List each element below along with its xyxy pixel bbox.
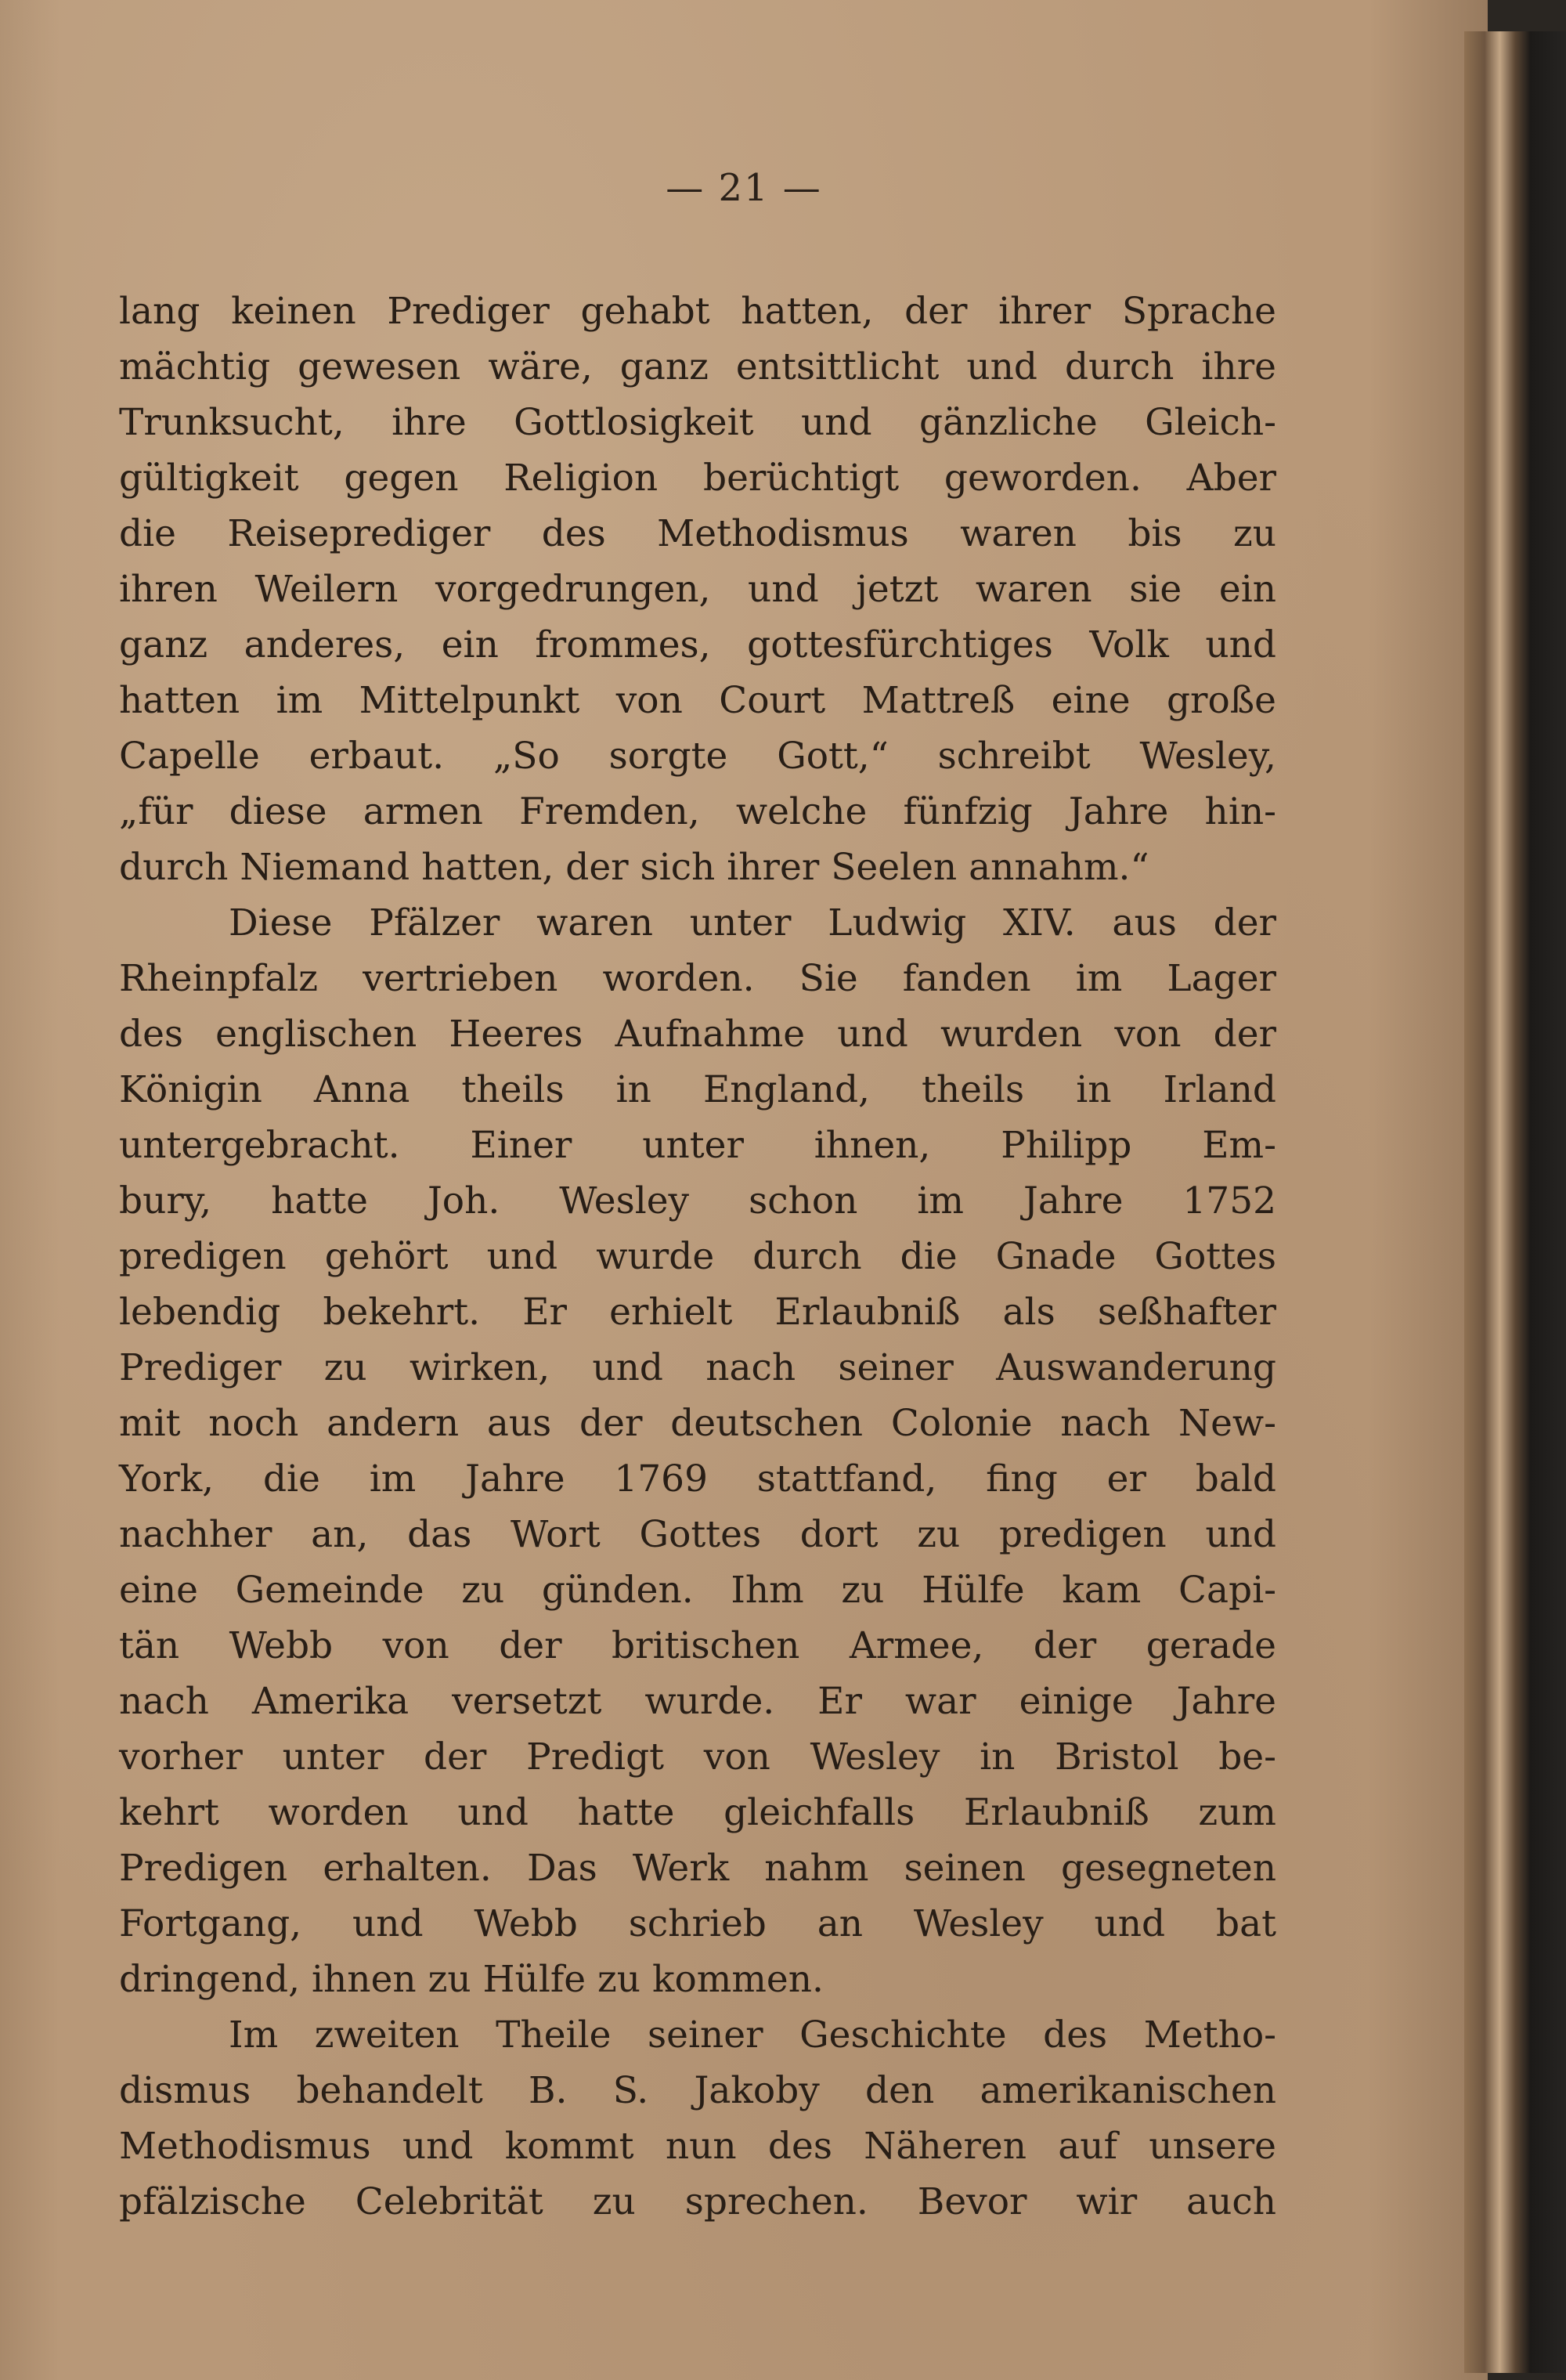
text-line: kehrt worden und hatte gleichfalls Erlaubniß zum [119, 1791, 1276, 1834]
text-line: York, die im Jahre 1769 stattfand, fing er bald [119, 1457, 1276, 1501]
book-page-edge [1464, 31, 1566, 2373]
text-line: lebendig bekehrt. Er erhielt Erlaubniß als seßhafter [119, 1291, 1276, 1334]
text-line: Fortgang, und Webb schrieb an Wesley und bat [119, 1902, 1276, 1945]
text-line: lang keinen Prediger gehabt hatten, der ihrer Sprache [119, 290, 1276, 333]
text-line: Predigen erhalten. Das Werk nahm seinen gesegneten [119, 1847, 1276, 1890]
text-line: untergebracht. Einer unter ihnen, Philipp Em- [119, 1124, 1276, 1167]
text-line: Rheinpfalz vertrieben worden. Sie fanden im Lager [119, 957, 1276, 1000]
text-line: tän Webb von der britischen Armee, der gerade [119, 1624, 1276, 1667]
text-line: vorher unter der Predigt von Wesley in Bristol be- [119, 1735, 1276, 1779]
text-line: eine Gemeinde zu günden. Ihm zu Hülfe kam Capi- [119, 1569, 1276, 1612]
text-line: des englischen Heeres Aufnahme und wurden von der [119, 1013, 1276, 1056]
text-line: predigen gehört und wurde durch die Gnade Gottes [119, 1235, 1276, 1278]
text-line: pfälzische Celebrität zu sprechen. Bevor wir auch [119, 2180, 1276, 2223]
text-line: Capelle erbaut. „So sorgte Gott,“ schreibt Wesley, [119, 735, 1276, 778]
text-line: nach Amerika versetzt wurde. Er war einige Jahre [119, 1680, 1276, 1723]
body-text [119, 284, 1276, 2230]
text-line: hatten im Mittelpunkt von Court Mattreß eine große [119, 679, 1276, 722]
text-line: dismus behandelt B. S. Jakoby den amerikanischen [119, 2069, 1276, 2112]
text-line: ganz anderes, ein frommes, gottesfürchtiges Volk und [119, 623, 1276, 666]
page-number: — 21 — [666, 166, 822, 210]
text-line: Im zweiten Theile seiner Geschichte des Metho- [229, 2013, 1276, 2057]
text-line: ihren Weilern vorgedrungen, und jetzt waren sie ein [119, 568, 1276, 611]
text-line: Methodismus und kommt nun des Näheren auf unsere [119, 2125, 1276, 2168]
text-line: gültigkeit gegen Religion berüchtigt geworden. Aber [119, 457, 1276, 500]
text-line: die Reiseprediger des Methodismus waren bis zu [119, 512, 1276, 555]
text-line: mächtig gewesen wäre, ganz entsittlicht und durch ihre [119, 345, 1276, 388]
text-line: nachher an, das Wort Gottes dort zu predigen und [119, 1513, 1276, 1556]
text-line: „für diese armen Fremden, welche fünfzig Jahre hin- [119, 790, 1276, 833]
text-line: Prediger zu wirken, und nach seiner Auswanderung [119, 1346, 1276, 1389]
text-line: durch Niemand hatten, der sich ihrer Seelen annahm.“ [119, 846, 1149, 889]
text-line: Trunksucht, ihre Gottlosigkeit und gänzliche Gleich- [119, 401, 1276, 444]
text-line: Königin Anna theils in England, theils in Irland [119, 1068, 1276, 1111]
text-line: mit noch andern aus der deutschen Colonie nach New- [119, 1402, 1276, 1445]
text-line: Diese Pfälzer waren unter Ludwig XIV. aus der [229, 901, 1276, 944]
text-line: dringend, ihnen zu Hülfe zu kommen. [119, 1958, 824, 2001]
text-line: bury, hatte Joh. Wesley schon im Jahre 1752 [119, 1179, 1276, 1223]
